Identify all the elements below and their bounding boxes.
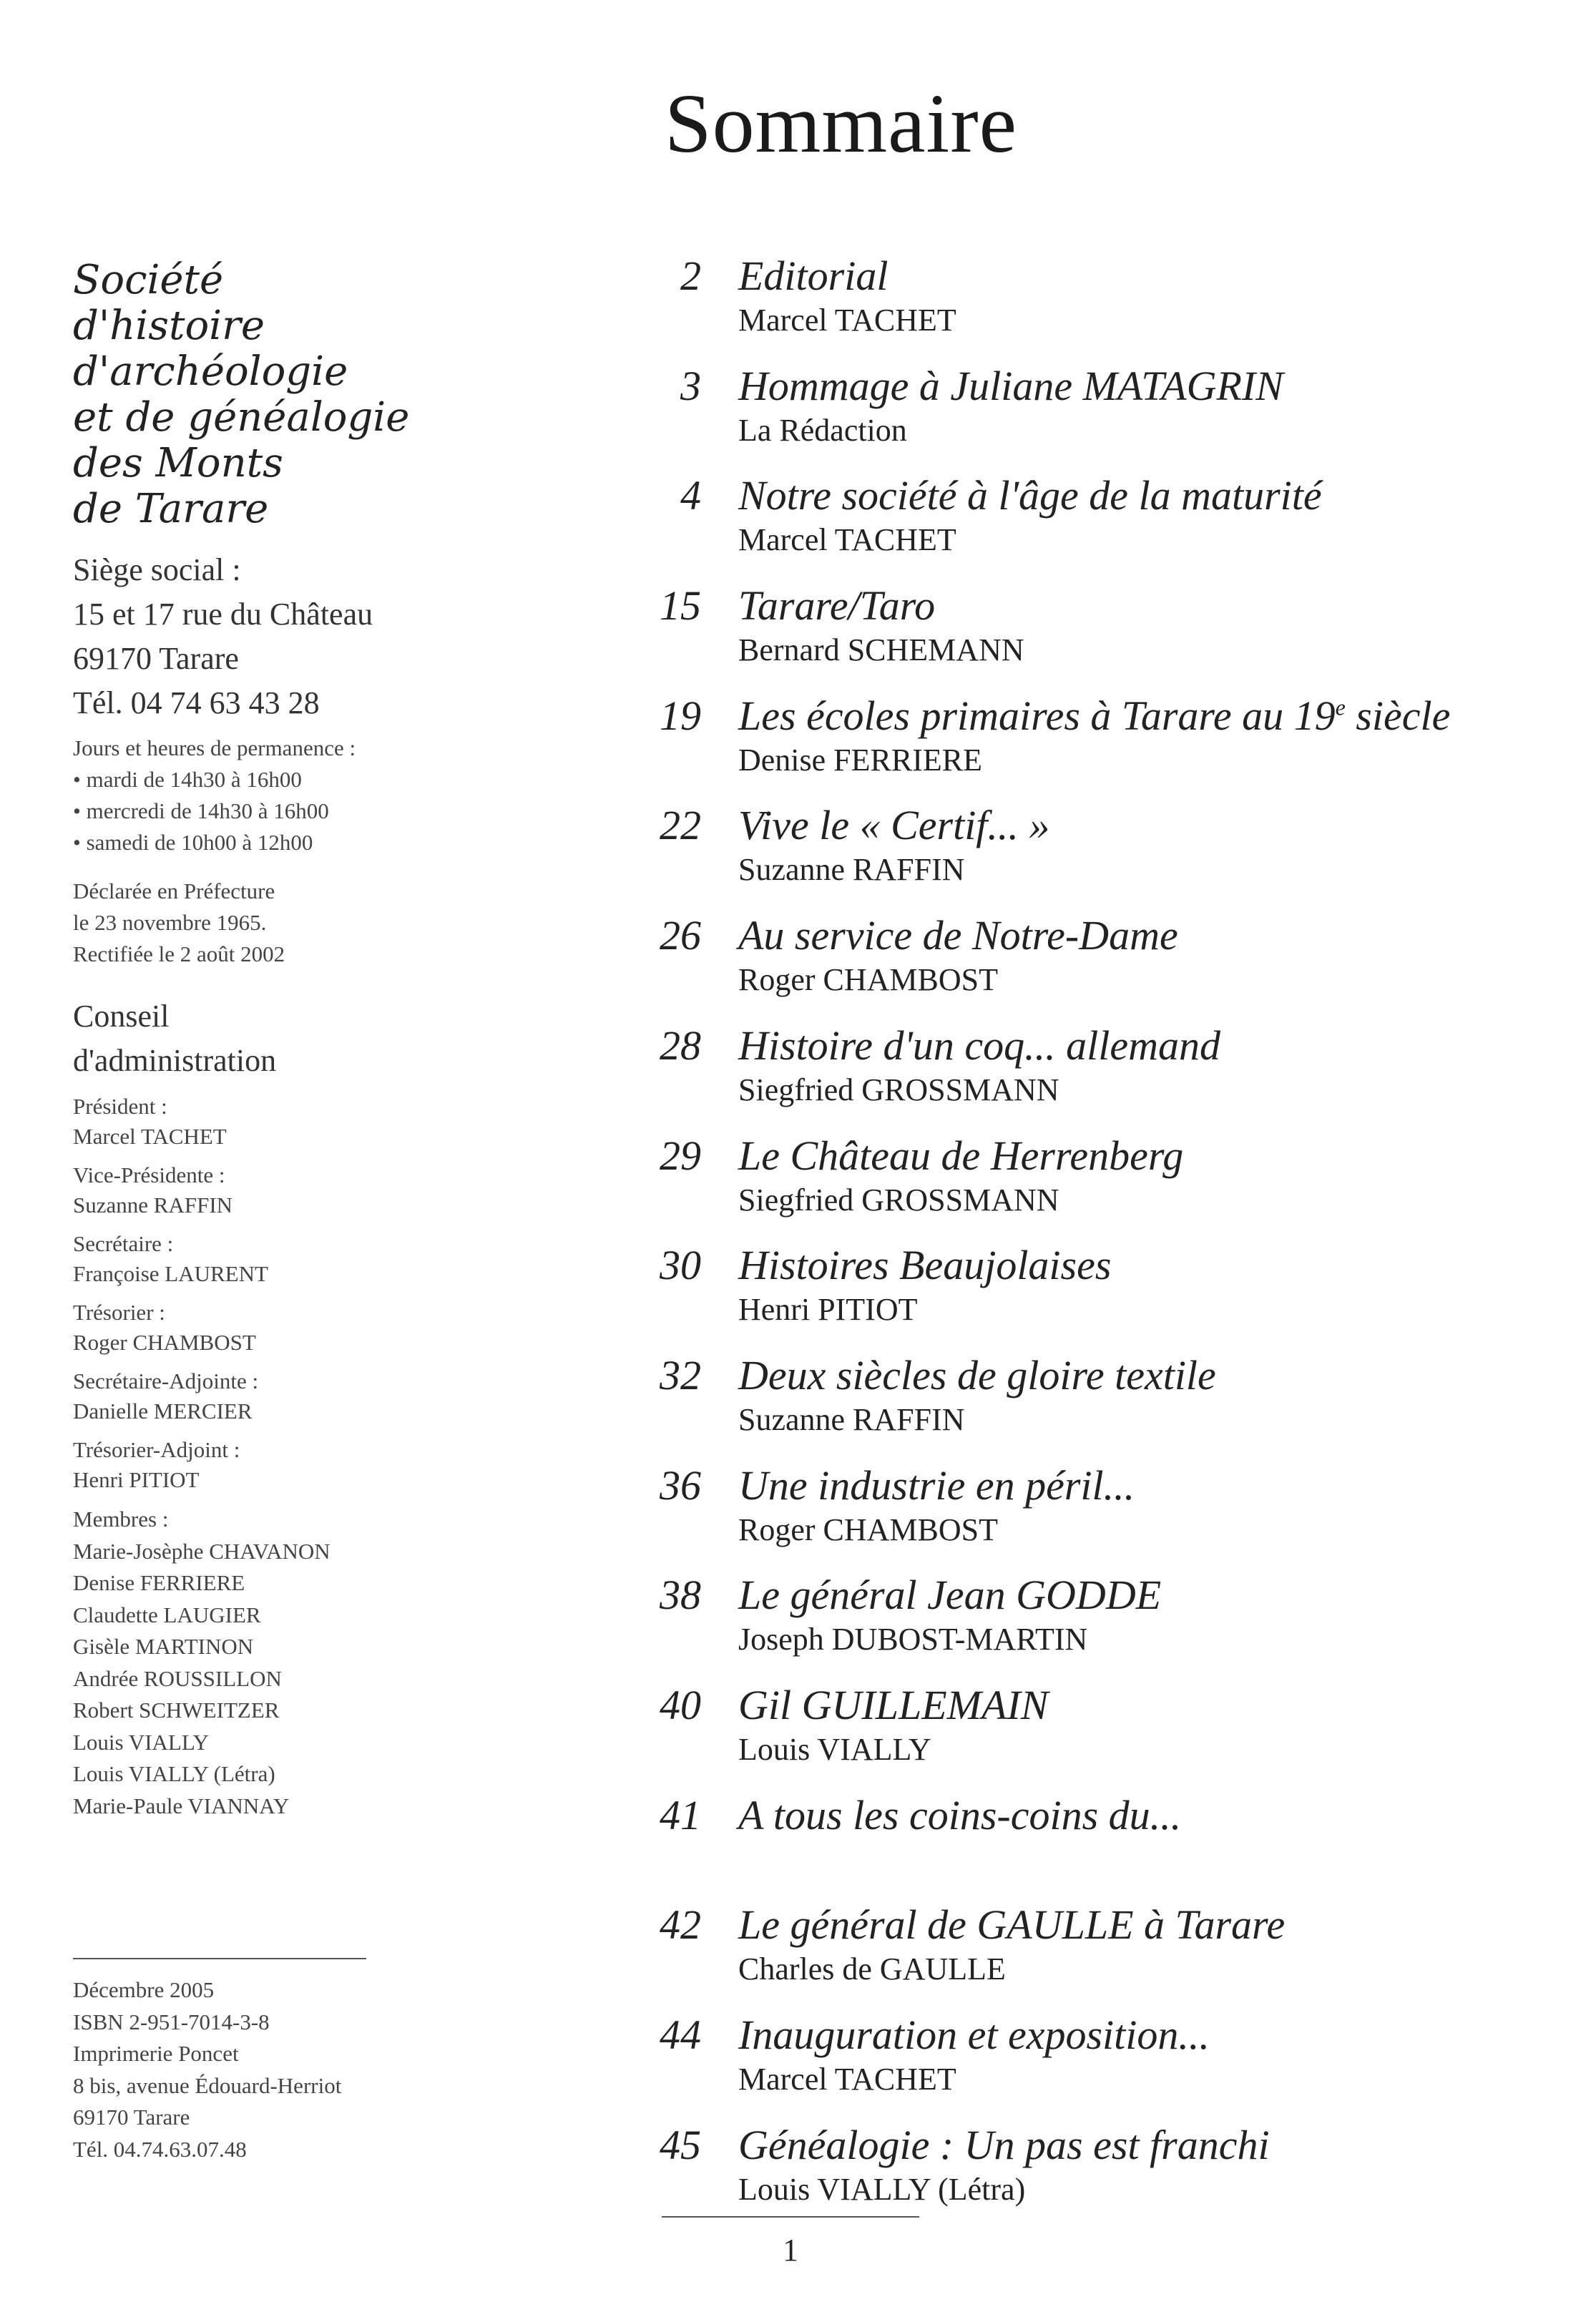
toc-entry[interactable] bbox=[630, 2120, 1560, 2230]
role-label: Vice-Présidente : bbox=[73, 1162, 225, 1187]
member-name: Robert SCHWEITZER bbox=[73, 1698, 280, 1723]
toc-author: Siegfried GROSSMANN bbox=[738, 1182, 1059, 1218]
printing-line: Tél. 04.74.63.07.48 bbox=[73, 2136, 247, 2162]
toc-page-number: 4 bbox=[680, 472, 701, 519]
toc-author: Marcel TACHET bbox=[738, 2062, 956, 2097]
role-label: Secrétaire-Adjointe : bbox=[73, 1368, 259, 1393]
member-name: Marie-Paule VIANNAY bbox=[73, 1793, 290, 1818]
toc-page-number: 44 bbox=[660, 2012, 701, 2058]
member-name: Gisèle MARTINON bbox=[73, 1634, 254, 1659]
toc-article-title: Le général de GAULLE à Tarare bbox=[738, 1901, 1286, 1949]
toc-author: Roger CHAMBOST bbox=[738, 962, 999, 998]
toc-author: Denise FERRIERE bbox=[738, 742, 982, 778]
divider bbox=[73, 1958, 366, 1959]
head-office-city: 69170 Tarare bbox=[73, 641, 239, 676]
board-members bbox=[73, 1504, 502, 1822]
printing-info bbox=[73, 1974, 341, 2165]
toc-entry[interactable] bbox=[630, 361, 1560, 471]
board-title bbox=[73, 994, 502, 1083]
toc-article-title: Généalogie : Un pas est franchi bbox=[738, 2121, 1270, 2168]
divider bbox=[662, 2216, 919, 2218]
member-name: Andrée ROUSSILLON bbox=[73, 1665, 282, 1691]
head-office-street: 15 et 17 rue du Château bbox=[73, 597, 373, 632]
toc-author: Charles de GAULLE bbox=[738, 1951, 1006, 1987]
toc-article-title: Le Château de Herrenberg bbox=[738, 1132, 1184, 1179]
toc-entry[interactable] bbox=[630, 690, 1560, 800]
board-role bbox=[73, 1229, 502, 1289]
toc-title-text: siècle bbox=[1345, 692, 1451, 739]
role-name: Roger CHAMBOST bbox=[73, 1330, 256, 1355]
declaration-line: Rectifiée le 2 août 2002 bbox=[73, 941, 285, 966]
toc-author: Suzanne RAFFIN bbox=[738, 1401, 965, 1437]
toc-author: La Rédaction bbox=[738, 412, 907, 448]
role-label: Trésorier : bbox=[73, 1300, 165, 1325]
role-name: Danielle MERCIER bbox=[73, 1398, 253, 1424]
toc-author: Siegfried GROSSMANN bbox=[738, 1072, 1059, 1107]
member-name: Claudette LAUGIER bbox=[73, 1602, 261, 1627]
toc-author: Marcel TACHET bbox=[738, 303, 956, 338]
board-title-line: Conseil bbox=[73, 999, 170, 1034]
table-of-contents bbox=[630, 250, 1560, 2229]
toc-author: Marcel TACHET bbox=[738, 522, 956, 558]
member-name: Denise FERRIERE bbox=[73, 1570, 245, 1595]
printing-line: 69170 Tarare bbox=[73, 2105, 190, 2130]
board-role bbox=[73, 1160, 502, 1220]
printing-line: Imprimerie Poncet bbox=[73, 2041, 239, 2066]
members-label: Membres : bbox=[73, 1507, 169, 1532]
opening-hours-item: • mardi de 14h30 à 16h00 bbox=[73, 764, 502, 795]
role-label: Trésorier-Adjoint : bbox=[73, 1437, 240, 1462]
toc-author: Joseph DUBOST-MARTIN bbox=[738, 1622, 1088, 1657]
toc-entry[interactable] bbox=[630, 1240, 1560, 1350]
toc-article-title: Tarare/Taro bbox=[738, 582, 936, 630]
member-name: Louis VIALLY bbox=[73, 1729, 210, 1755]
toc-page-number: 2 bbox=[680, 253, 701, 299]
toc-page-number: 41 bbox=[660, 1791, 701, 1838]
board-role bbox=[73, 1435, 502, 1495]
opening-hours-item: • mercredi de 14h30 à 16h00 bbox=[73, 795, 502, 827]
role-name: Henri PITIOT bbox=[73, 1467, 200, 1492]
toc-entry[interactable] bbox=[630, 2009, 1560, 2120]
toc-article-title: Le général Jean GODDE bbox=[738, 1572, 1162, 1619]
board-role bbox=[73, 1092, 502, 1152]
toc-page-number: 45 bbox=[660, 2121, 701, 2168]
toc-page-number: 19 bbox=[660, 692, 701, 739]
toc-article-title: Deux siècles de gloire textile bbox=[738, 1351, 1216, 1398]
toc-page-number: 29 bbox=[660, 1132, 701, 1179]
board-role bbox=[73, 1298, 502, 1358]
toc-page-number: 28 bbox=[660, 1022, 701, 1069]
toc-entry[interactable] bbox=[630, 470, 1560, 580]
toc-title-superscript: e bbox=[1335, 694, 1346, 720]
toc-page-number: 30 bbox=[660, 1242, 701, 1289]
toc-entry[interactable] bbox=[630, 800, 1560, 910]
toc-entry[interactable] bbox=[630, 1790, 1560, 1900]
toc-author: Bernard SCHEMANN bbox=[738, 632, 1024, 668]
toc-entry[interactable] bbox=[630, 1130, 1560, 1240]
society-name: Société d'histoire d'archéologie et de généalogie des Monts de Tarare bbox=[73, 257, 410, 532]
toc-entry[interactable] bbox=[630, 1569, 1560, 1680]
page-number: 1 bbox=[783, 2233, 798, 2268]
opening-hours-item: • samedi de 10h00 à 12h00 bbox=[73, 827, 502, 858]
toc-page-number: 40 bbox=[660, 1681, 701, 1728]
opening-hours bbox=[73, 733, 502, 858]
member-name: Marie-Josèphe CHAVANON bbox=[73, 1538, 331, 1564]
board-role bbox=[73, 1366, 502, 1426]
toc-page-number: 26 bbox=[660, 912, 701, 959]
head-office bbox=[73, 548, 502, 725]
toc-author: Henri PITIOT bbox=[738, 1292, 918, 1328]
toc-entry[interactable] bbox=[630, 1460, 1560, 1570]
board-title-line: d'administration bbox=[73, 1043, 277, 1078]
toc-title-text: Les écoles primaires à Tarare au 19 bbox=[738, 692, 1336, 739]
toc-author: Suzanne RAFFIN bbox=[738, 852, 965, 888]
role-label: Président : bbox=[73, 1094, 167, 1119]
toc-article-title: Au service de Notre-Dame bbox=[738, 912, 1178, 959]
printing-line: Décembre 2005 bbox=[73, 1977, 215, 2002]
toc-page-number: 42 bbox=[660, 1901, 701, 1949]
toc-entry[interactable] bbox=[630, 1350, 1560, 1460]
toc-page-number: 15 bbox=[660, 582, 701, 630]
toc-article-title: Histoires Beaujolaises bbox=[738, 1242, 1112, 1289]
toc-page-number: 32 bbox=[660, 1351, 701, 1398]
toc-page-number: 38 bbox=[660, 1572, 701, 1619]
left-column bbox=[73, 258, 502, 1822]
toc-article-title: A tous les coins-coins du... bbox=[738, 1791, 1182, 1838]
toc-entry[interactable] bbox=[630, 1680, 1560, 1790]
toc-article-title: Histoire d'un coq... allemand bbox=[738, 1022, 1220, 1069]
toc-article-title: Inauguration et exposition... bbox=[738, 2012, 1210, 2058]
role-name: Françoise LAURENT bbox=[73, 1261, 268, 1286]
board-roles bbox=[73, 1092, 502, 1822]
toc-entry[interactable] bbox=[630, 250, 1560, 361]
toc-entry[interactable] bbox=[630, 1020, 1560, 1130]
toc-author: Roger CHAMBOST bbox=[738, 1512, 999, 1547]
toc-author: Louis VIALLY bbox=[738, 1731, 931, 1767]
toc-author: Louis VIALLY (Létra) bbox=[738, 2171, 1026, 2207]
role-name: Suzanne RAFFIN bbox=[73, 1192, 233, 1218]
toc-article-title: Editorial bbox=[738, 253, 888, 299]
declaration bbox=[73, 876, 502, 970]
member-name: Louis VIALLY (Létra) bbox=[73, 1761, 275, 1786]
printing-line: ISBN 2-951-7014-3-8 bbox=[73, 2009, 270, 2034]
toc-article-title bbox=[738, 690, 1450, 742]
toc-entry[interactable] bbox=[630, 1899, 1560, 2009]
opening-hours-title: Jours et heures de permanence : bbox=[73, 735, 356, 760]
declaration-line: le 23 novembre 1965. bbox=[73, 910, 267, 935]
page-title: Sommaire bbox=[664, 77, 1018, 170]
toc-article-title: Une industrie en péril... bbox=[738, 1461, 1135, 1509]
role-name: Marcel TACHET bbox=[73, 1124, 227, 1149]
printing-line: 8 bis, avenue Édouard-Herriot bbox=[73, 2072, 342, 2098]
role-label: Secrétaire : bbox=[73, 1231, 174, 1256]
toc-article-title: Vive le « Certif... » bbox=[738, 802, 1050, 849]
declaration-line: Déclarée en Préfecture bbox=[73, 878, 275, 903]
head-office-label: Siège social : bbox=[73, 552, 241, 587]
head-office-phone: Tél. 04 74 63 43 28 bbox=[73, 685, 320, 720]
toc-article-title: Notre société à l'âge de la maturité bbox=[738, 472, 1322, 519]
toc-article-title: Hommage à Juliane MATAGRIN bbox=[738, 362, 1283, 409]
toc-page-number: 22 bbox=[660, 802, 701, 849]
toc-article-title: Gil GUILLEMAIN bbox=[738, 1681, 1049, 1728]
toc-page-number: 3 bbox=[680, 362, 701, 409]
toc-entry[interactable] bbox=[630, 910, 1560, 1020]
toc-entry[interactable] bbox=[630, 580, 1560, 690]
toc-page-number: 36 bbox=[660, 1461, 701, 1509]
